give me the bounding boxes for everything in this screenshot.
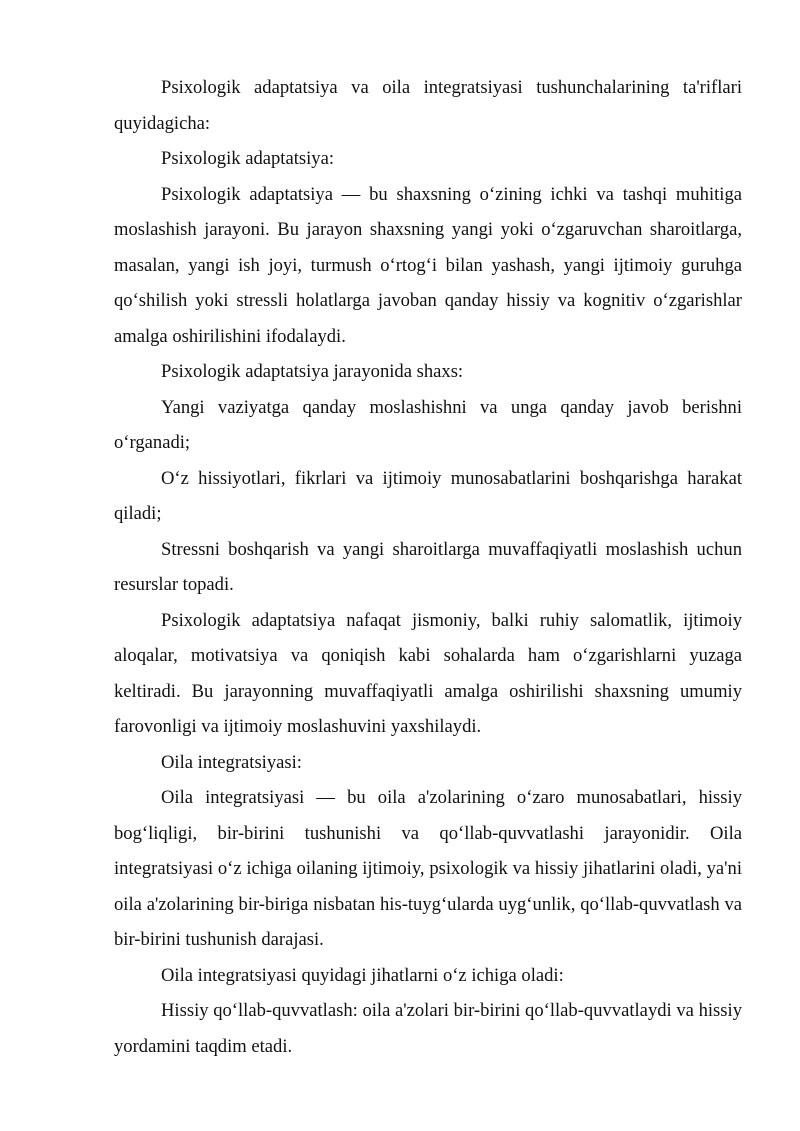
list-intro-paragraph: Oila integratsiyasi quyidagi jihatlarni o‘z ichiga oladi:	[161, 964, 564, 986]
definition-paragraph: Oila integratsiyasi — bu oila a'zolarining o‘zaro munosabatlari, hissiy bog‘liqligi, bir-birini tushunishi va qo‘llab-quvvatlashi jarayonidir. Oila integratsiyasi o‘z ichiga oilaning ijtimoiy, psixologik va hissiy jihatlarini oladi, ya'ni oila a'zolarining bir-biriga nisbatan his-tuyg‘ularda uyg‘unlik, qo‘llab-quvvatlash va bir-birini tushunish darajasi.	[114, 787, 742, 950]
list-intro-paragraph: Psixologik adaptatsiya jarayonida shaxs:	[161, 361, 464, 382]
definition-paragraph: Psixologik adaptatsiya — bu shaxsning o‘zining ichki va tashqi muhitiga moslashish jarayoni. Bu jarayon shaxsning yangi yoki o‘zgaruvchan sharoitlarga, masalan, yangi ish joyi, turmush o‘rtog‘i bilan yashash, yangi ijtimoiy guruhga qo‘shilish yoki stressli holatlarga javoban qanday hissiy va kognitiv o‘zgarishlar amalga oshirilishini ifodalaydi.	[114, 183, 742, 347]
list-item: Hissiy qo‘llab-quvvatlash: oila a'zolari bir-birini qo‘llab-quvvatlaydi va hissiy yordamini taqdim etadi.	[114, 1000, 742, 1057]
list-item: Stressni boshqarish va yangi sharoitlarga muvaffaqiyatli moslashish uchun resurslar topadi.	[114, 538, 742, 595]
list-item: Yangi vaziyatga qanday moslashishni va unga qanday javob berishni o‘rganadi;	[114, 396, 742, 453]
document-body	[114, 70, 742, 1064]
list-item: O‘z hissiyotlari, fikrlari va ijtimoiy munosabatlarini boshqarishga harakat qiladi;	[114, 467, 742, 524]
section-heading-psychological-adaptation: Psixologik adaptatsiya:	[161, 148, 335, 169]
intro-paragraph: Psixologik adaptatsiya va oila integratsiyasi tushunchalarining ta'riflari quyidagicha:	[114, 77, 742, 134]
section-heading-family-integration: Oila integratsiyasi:	[161, 751, 302, 773]
body-paragraph: Psixologik adaptatsiya nafaqat jismoniy, balki ruhiy salomatlik, ijtimoiy aloqalar, motivatsiya va qoniqish kabi sohalarda ham o‘zgarishlarni yuzaga keltiradi. Bu jarayonning muvaffaqiyatli amalga oshirilishi shaxsning umumiy farovonligi va ijtimoiy moslashuvini yaxshilaydi.	[114, 609, 742, 737]
